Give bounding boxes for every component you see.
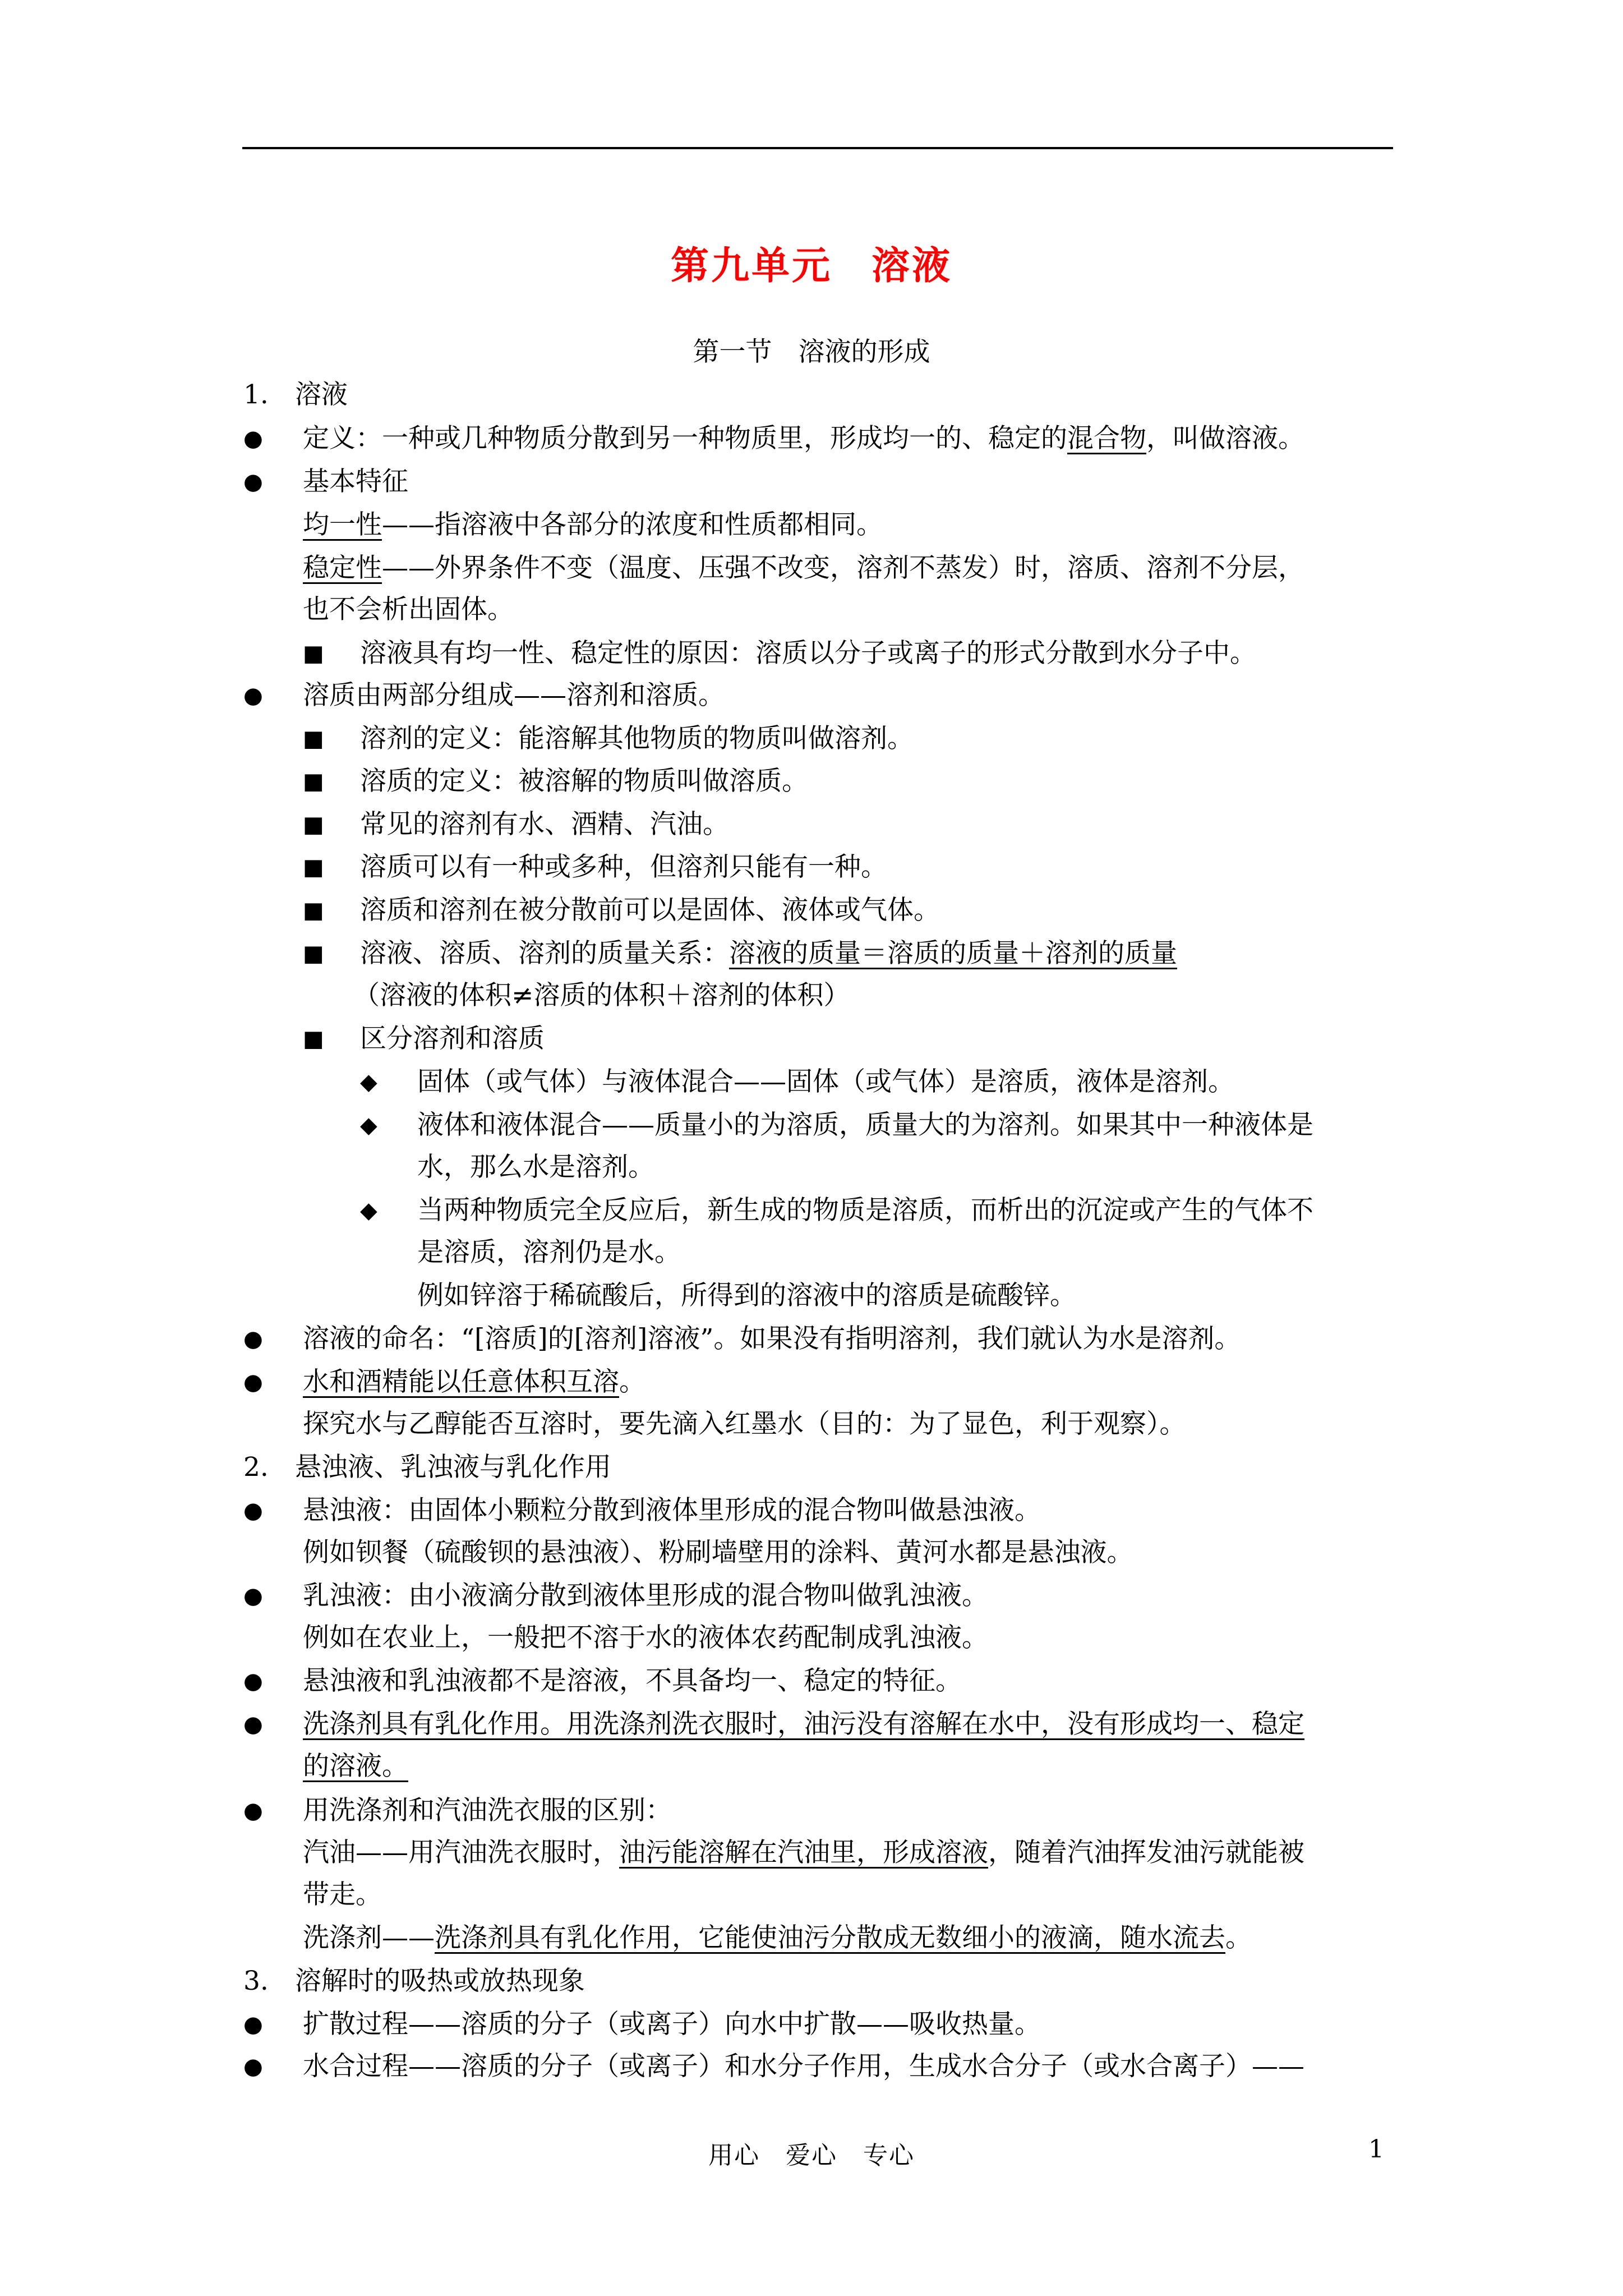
bullet-icon: ●	[243, 1668, 263, 1694]
text-line: 例如在农业上，一般把不溶于水的液体农药配制成乳浊液。	[303, 1622, 988, 1653]
text-line: 例如锌溶于稀硫酸后，所得到的溶液中的溶质是硫酸锌。	[417, 1280, 1076, 1311]
page-footer: 用心 爱心 专心	[708, 2141, 915, 2170]
title-topic: 溶液	[872, 243, 953, 288]
text-line: 是溶质，溶剂仍是水。	[417, 1237, 681, 1268]
square-icon: ■	[303, 898, 324, 923]
text-line: 例如钡餐（硫酸钡的悬浊液）、粉刷墙壁用的涂料、黄河水都是悬浊液。	[303, 1537, 1133, 1568]
text-line: 悬浊液和乳浊液都不是溶液，不具备均一、稳定的特征。	[303, 1665, 962, 1696]
underlined-text: 油污能溶解在汽油里，形成溶液	[619, 1837, 988, 1868]
bullet-icon: ●	[243, 1326, 263, 1352]
square-icon: ■	[303, 812, 324, 838]
underlined-text: 稳定性	[303, 553, 382, 583]
text-line: 悬浊液：由固体小颗粒分散到液体里形成的混合物叫做悬浊液。	[303, 1495, 1041, 1526]
square-icon: ■	[303, 941, 324, 967]
text-line: 乳浊液：由小液滴分散到液体里形成的混合物叫做乳浊液。	[303, 1580, 988, 1611]
page-number: 1	[1368, 2135, 1384, 2164]
text-line: 区分溶剂和溶质	[360, 1023, 545, 1054]
bullet-icon: ●	[243, 1369, 263, 1395]
text-line: 溶液具有均一性、稳定性的原因：溶质以分子或离子的形式分散到水分子中。	[360, 638, 1256, 669]
square-icon: ■	[303, 1026, 324, 1052]
bullet-icon: ●	[243, 1583, 263, 1609]
text-line	[303, 1836, 1304, 1870]
bullet-icon: ●	[243, 469, 263, 495]
underlined-text: 洗涤剂具有乳化作用。用洗涤剂洗衣服时，油污没有溶解在水中，没有形成均一、稳定	[303, 1709, 1304, 1740]
page-title	[0, 236, 1623, 290]
square-icon: ■	[303, 641, 324, 666]
text-line	[303, 508, 883, 542]
underlined-text: 溶液的质量＝溶质的质量＋溶剂的质量	[729, 938, 1177, 969]
text-line: 用洗涤剂和汽油洗衣服的区别：	[303, 1795, 672, 1826]
text-line: 溶质可以有一种或多种，但溶剂只能有一种。	[360, 852, 887, 882]
text-segment: ，随着汽油挥发油污就能被	[988, 1837, 1304, 1868]
text-line: 也不会析出固体。	[303, 594, 514, 625]
title-unit: 第九单元	[670, 243, 832, 288]
text-line: 基本特征	[303, 466, 408, 497]
text-line: 溶液的命名：“[溶质]的[溶剂]溶液”。如果没有指明溶剂，我们就认为水是溶剂。	[303, 1323, 1241, 1354]
bullet-icon: ●	[243, 1498, 263, 1524]
square-icon: ■	[303, 854, 324, 880]
text-line: 水，那么水是溶剂。	[417, 1152, 654, 1182]
square-icon: ■	[303, 769, 324, 794]
heading-3: 3. 溶解时的吸热或放热现象	[243, 1966, 585, 1996]
text-line: 当两种物质完全反应后，新生成的物质是溶质，而析出的沉淀或产生的气体不	[417, 1195, 1313, 1226]
text-line: 探究水与乙醇能否互溶时，要先滴入红墨水（目的：为了显色，利于观察）。	[303, 1409, 1186, 1439]
text-segment: 溶液、溶质、溶剂的质量关系：	[360, 938, 729, 969]
heading-1: 1. 溶液	[243, 379, 348, 410]
text-line: 溶剂的定义：能溶解其他物质的物质叫做溶剂。	[360, 723, 914, 754]
text-line: 水合过程——溶质的分子（或离子）和水分子作用，生成水合分子（或水合离子）——	[303, 2051, 1304, 2082]
underlined-text: 洗涤剂具有乳化作用，它能使油污分散成无数细小的液滴，随水流去	[435, 1922, 1225, 1953]
diamond-icon: ◆	[360, 1069, 377, 1095]
underlined-text: 的溶液。	[303, 1751, 408, 1782]
text-line	[303, 551, 1304, 585]
underlined-text: 水和酒精能以任意体积互溶	[303, 1366, 619, 1397]
text-line: 溶质和溶剂在被分散前可以是固体、液体或气体。	[360, 895, 940, 926]
text-segment: ——指溶液中各部分的浓度和性质都相同。	[382, 509, 883, 540]
bullet-icon: ●	[243, 2012, 263, 2037]
heading-2: 2. 悬浊液、乳浊液与乳化作用	[243, 1452, 611, 1483]
text-line: （溶液的体积≠溶质的体积＋溶剂的体积）	[353, 980, 850, 1011]
bullet-icon: ●	[243, 426, 263, 452]
text-line	[303, 1921, 1252, 1955]
definition-line	[303, 422, 1304, 455]
text-segment: ，叫做溶液。	[1146, 423, 1304, 454]
text-segment: 定义：一种或几种物质分散到另一种物质里，形成均一的、稳定的	[303, 423, 1067, 454]
text-line: 常见的溶剂有水、酒精、汽油。	[360, 809, 729, 840]
text-line	[303, 1365, 645, 1399]
text-segment: 。	[619, 1366, 645, 1397]
section-title: 第一节 溶液的形成	[693, 337, 930, 367]
text-line	[303, 1750, 408, 1783]
text-segment: ——外界条件不变（温度、压强不改变，溶剂不蒸发）时，溶质、溶剂不分层，	[382, 553, 1304, 583]
square-icon: ■	[303, 726, 324, 752]
text-segment: 汽油——用汽油洗衣服时，	[303, 1837, 619, 1868]
diamond-icon: ◆	[360, 1112, 377, 1138]
underlined-text: 混合物	[1067, 423, 1146, 454]
text-line: 液体和液体混合——质量小的为溶质，质量大的为溶剂。如果其中一种液体是	[417, 1110, 1313, 1140]
text-line: 扩散过程——溶质的分子（或离子）向水中扩散——吸收热量。	[303, 2009, 1041, 2040]
underlined-text: 均一性	[303, 509, 382, 540]
text-line: 带走。	[303, 1879, 382, 1910]
bullet-icon: ●	[243, 683, 263, 708]
text-line	[360, 937, 1177, 970]
text-line: 溶质由两部分组成——溶剂和溶质。	[303, 680, 725, 711]
bullet-icon: ●	[243, 1798, 263, 1824]
diamond-icon: ◆	[360, 1198, 377, 1223]
text-segment: 。	[1225, 1922, 1252, 1953]
text-line: 溶质的定义：被溶解的物质叫做溶质。	[360, 766, 808, 797]
text-segment: 洗涤剂——	[303, 1922, 435, 1953]
text-line: 固体（或气体）与液体混合——固体（或气体）是溶质，液体是溶剂。	[417, 1066, 1234, 1097]
text-line	[303, 1708, 1304, 1741]
header-rule	[242, 147, 1393, 149]
bullet-icon: ●	[243, 2054, 263, 2079]
bullet-icon: ●	[243, 1711, 263, 1737]
